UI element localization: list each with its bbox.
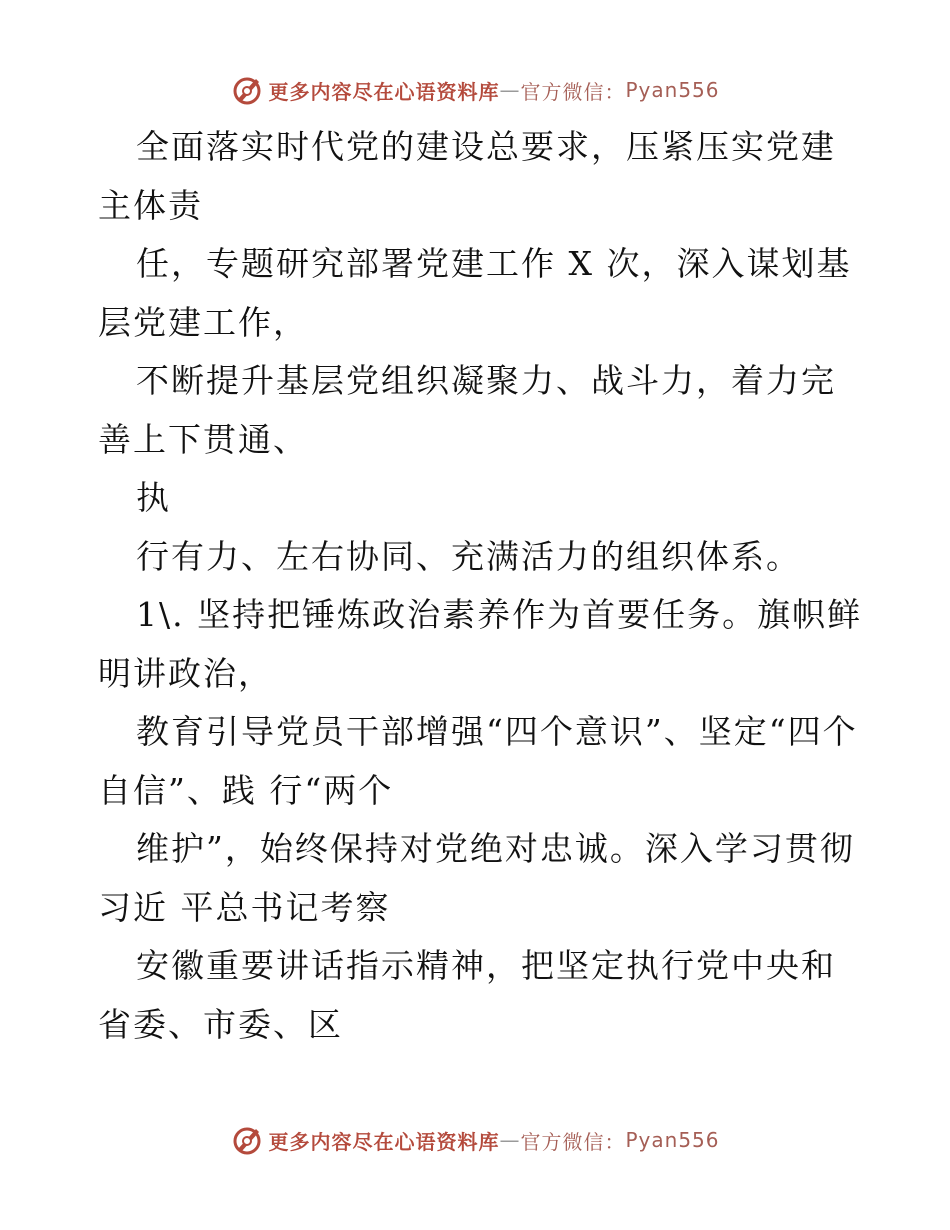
paragraph-2: 任，专题研究部署党建工作 X 次，深入谋划基层党建工作，	[98, 244, 852, 342]
footer-watermark	[0, 1120, 950, 1160]
header-watermark	[0, 70, 950, 110]
watermark-wechat-label: 官方微信：	[520, 79, 626, 104]
paragraph-3: 不断提升基层党组织凝聚力、战斗力，着力完善上下贯通、	[98, 361, 836, 459]
document-body	[98, 118, 868, 1054]
paragraph-6: 1\. 坚持把锤炼政治素养作为首要任务。旗帜鲜明讲政治，	[98, 595, 863, 693]
paragraph-7: 教育引导党员干部增强“四个意识”、坚定“四个自信”、践 行“两个	[98, 712, 858, 810]
watermark-wechat-id: Pyan556	[625, 78, 720, 102]
paragraph-9: 安徽重要讲话指示精神，把坚定执行党中央和省委、市委、区	[98, 946, 836, 1044]
watermark-separator: —	[499, 78, 521, 102]
watermark-site-text: 更多内容尽在心语资料库	[268, 1129, 500, 1154]
paragraph-5: 行有力、左右协同、充满活力的组织体系。	[136, 536, 801, 576]
quill-logo-icon	[230, 73, 264, 107]
paragraph-8: 维护”，始终保持对党绝对忠诚。深入学习贯彻习近 平总书记考察	[98, 829, 855, 927]
paragraph-1: 全面落实时代党的建设总要求，压紧压实党建主体责	[98, 127, 836, 225]
paragraph-4: 执	[136, 478, 171, 517]
watermark-wechat-label: 官方微信：	[520, 1129, 626, 1154]
watermark-site-text: 更多内容尽在心语资料库	[268, 79, 500, 104]
watermark-separator: —	[499, 1128, 521, 1152]
quill-logo-icon	[230, 1123, 264, 1157]
watermark-wechat-id: Pyan556	[625, 1128, 720, 1152]
